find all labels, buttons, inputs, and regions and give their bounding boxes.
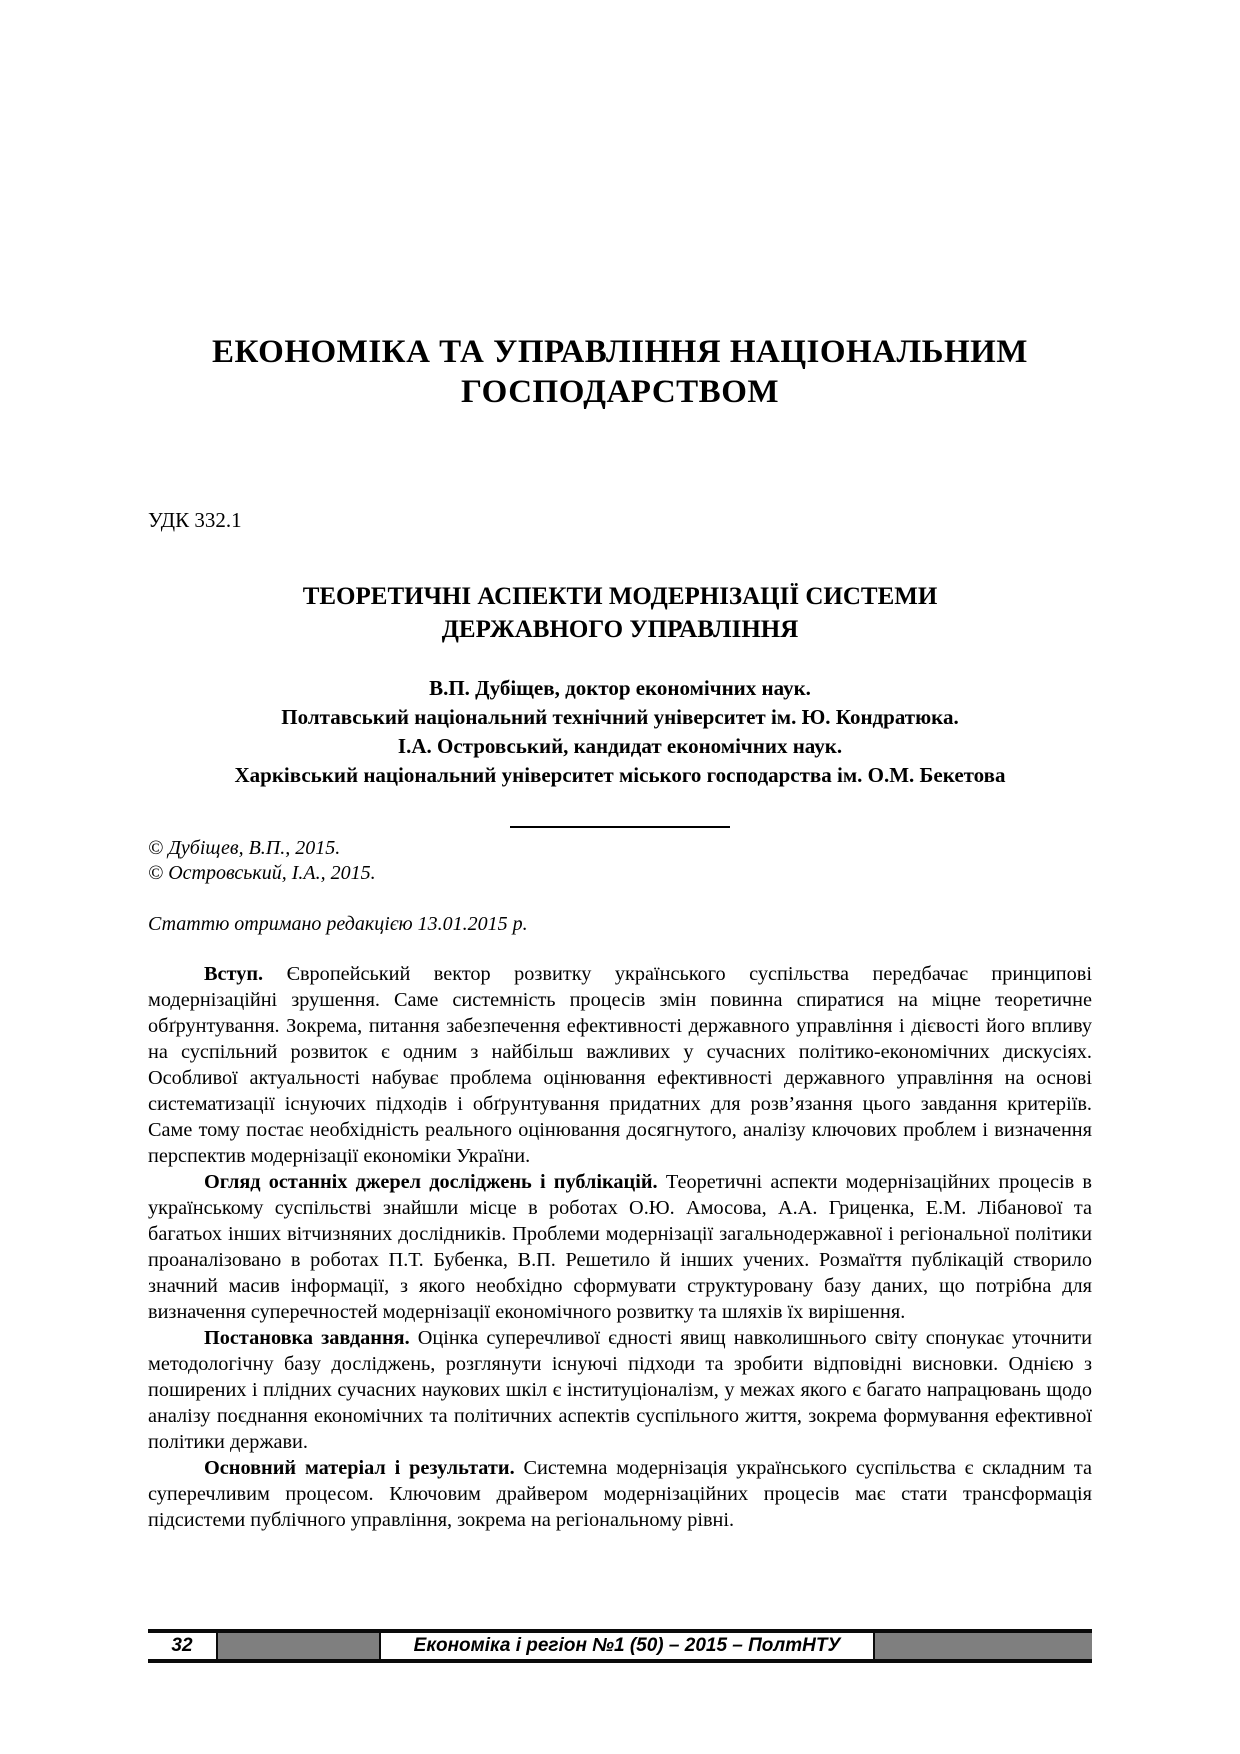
udc-code: УДК 332.1 [148, 508, 242, 532]
body-paragraph [148, 1455, 1092, 1533]
body-paragraph [148, 1325, 1092, 1455]
author-line: В.П. Дубіщев, доктор економічних наук. [429, 676, 811, 700]
section-heading: ЕКОНОМІКА ТА УПРАВЛІННЯ НАЦІОНАЛЬНИМ ГОСПОДАРСТВОМ [212, 334, 1028, 410]
page-number: 32 [148, 1633, 218, 1659]
paragraph-lead: Вступ. [204, 963, 264, 985]
paragraph-text: Європейський вектор розвитку українського суспільства передбачає принципові модернізаційні зрушення. Саме системність процесів змін повинна спиратися на міцне теоретичне обґрунтування. Зокрема, питання забезпечення ефективності державного управління і дієвості його впливу на суспільний розвиток є одним з найбільш важливих у сучасних політико-економічних дискусіях. Особливої актуальності набуває проблема оцінювання ефективності державного управління на основі систематизації існуючих підходів і обґрунтування придатних для розв’язання цього завдання критеріїв. Саме тому постає необхідність реального оцінювання досягнутого, аналізу ключових проблем і визначення перспектив модернізації економіки України. [148, 963, 1092, 1167]
copyright-line: © Дубіщев, В.П., 2015. [148, 837, 341, 859]
copyright-line: © Островський, І.А., 2015. [148, 862, 376, 884]
journal-line: Економіка і регіон №1 (50) – 2015 – ПолтНТУ [381, 1633, 875, 1659]
paragraph-lead: Основний матеріал і результати. [204, 1457, 515, 1479]
author-affiliation: Полтавський національний технічний університет ім. Ю. Кондратюка. [281, 705, 959, 729]
copyright-block [148, 836, 1092, 886]
paragraph-lead: Постановка завдання. [204, 1327, 410, 1349]
page-footer [148, 1629, 1092, 1663]
footer-spacer [218, 1633, 381, 1659]
page-content [148, 0, 1092, 1533]
article-title: ТЕОРЕТИЧНІ АСПЕКТИ МОДЕРНІЗАЦІЇ СИСТЕМИ ДЕРЖАВНОГО УПРАВЛІННЯ [302, 583, 938, 643]
body-paragraph [148, 961, 1092, 1169]
article-body [148, 961, 1092, 1533]
author-line: І.А. Островський, кандидат економічних наук. [397, 734, 843, 758]
received-date: Статтю отримано редакцією 13.01.2015 р. [148, 913, 528, 935]
author-affiliation: Харківський національний університет міського господарства ім. О.М. Бекетова [234, 763, 1006, 787]
footnote-rule [510, 826, 730, 828]
paragraph-text: Теоретичні аспекти модернізаційних процесів в українському суспільстві знайшли місце в роботах О.Ю. Амосова, А.А. Гриценка, Е.М. Лібанової та багатьох інших вітчизняних дослідників. Проблеми модернізації загальнодержавної і регіональної політики проаналізовано в роботах П.Т. Бубенка, В.П. Решетило й інших учених. Розмаїття публікацій створило значний масив інформації, з якого необхідно сформувати структуровану базу даних, що потрібна для визначення суперечностей модернізації економічного розвитку та шляхів їх вирішення. [148, 1171, 1092, 1323]
footer-spacer [875, 1633, 1092, 1659]
paragraph-text: Системна модернізація українського суспільства є складним та суперечливим процесом. Ключовим драйвером модернізаційних процесів має стати трансформація підсистеми публічного управління, зокрема на регіональному рівні. [148, 1457, 1092, 1531]
paragraph-lead: Огляд останніх джерел досліджень і публікацій. [204, 1171, 658, 1193]
authors-block [148, 674, 1092, 790]
paragraph-text: Оцінка суперечливої єдності явищ навколишнього світу спонукає уточнити методологічну базу досліджень, розглянути існуючі підходи та зробити відповідні висновки. Однією з поширених і плідних сучасних наукових шкіл є інституціоналізм, у межах якого є багато напрацювань щодо аналізу поєднання економічних та політичних аспектів суспільного життя, зокрема формування ефективної політики держави. [148, 1327, 1092, 1453]
body-paragraph [148, 1169, 1092, 1325]
